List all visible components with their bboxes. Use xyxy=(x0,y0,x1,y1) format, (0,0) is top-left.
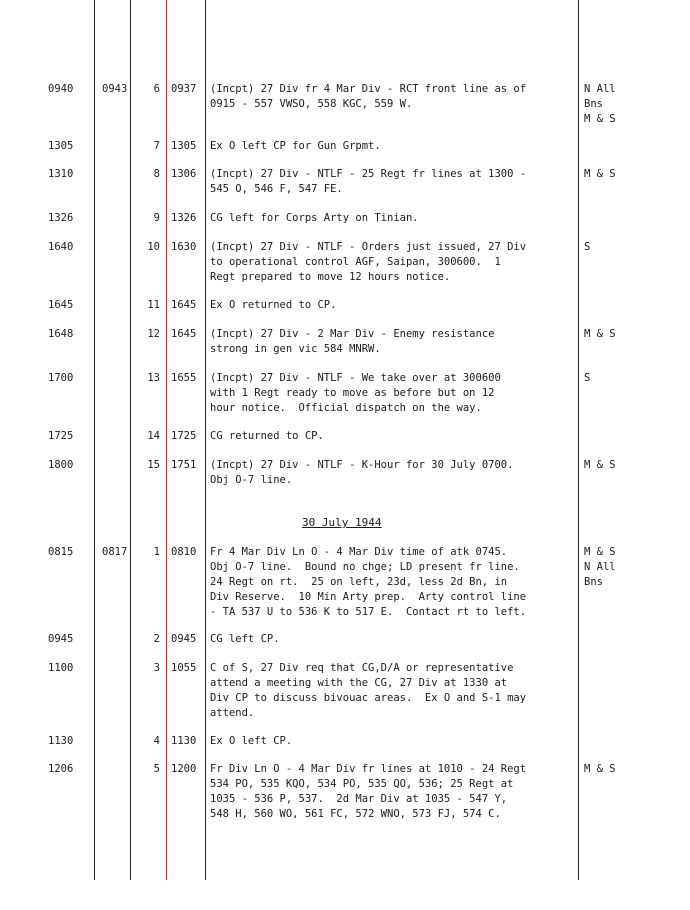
entry-time-in: 1305 xyxy=(48,140,74,152)
entry-time-in: 1700 xyxy=(48,372,74,384)
entry-time-in: 1100 xyxy=(48,662,74,674)
entry-message-time: 1645 xyxy=(171,328,197,340)
entry-serial: 13 xyxy=(147,372,160,384)
entry-time-in: 0815 xyxy=(48,546,74,558)
entry-text: (Incpt) 27 Div - NTLF - K-Hour for 30 July 0700. Obj O-7 line. xyxy=(210,459,514,486)
entry-text: C of S, 27 Div req that CG,D/A or representative attend a meeting with the CG, 27 Div at 1330 at Div CP to discuss bivouac areas. Ex O and S-1 may attend. xyxy=(210,662,527,719)
entry-text: Fr Div Ln O - 4 Mar Div fr lines at 1010 - 24 Regt 534 PO, 535 KQO, 534 PO, 535 QO, 536; 25 Regt at 1035 - 536 P, 537. 2d Mar Div at 1035 - 547 Y, 548 H, 560 WO, 561 FC, 572 WNO, 573 FJ, 574 C. xyxy=(210,763,527,820)
entry-time-in: 1800 xyxy=(48,459,74,471)
entry-time-in: 1326 xyxy=(48,212,74,224)
entry-message-time: 1305 xyxy=(171,140,197,152)
date-heading: 30 July 1944 xyxy=(302,516,382,529)
entry-text: CG left CP. xyxy=(210,633,280,645)
entry-time-out: 0943 xyxy=(102,83,128,95)
entry-distribution: S xyxy=(584,241,591,253)
entry-text: Fr 4 Mar Div Ln O - 4 Mar Div time of atk 0745. Obj O-7 line. Bound no chge; LD present fr line. 24 Regt on rt. 25 on left, 23d, less 2d Bn, in Div Reserve. 10 Min Arty prep. Arty control line - TA 537 U to 536 K to 517 E. Contact rt to left. xyxy=(210,546,527,618)
entry-text: Ex O left CP. xyxy=(210,735,293,747)
entry-serial: 2 xyxy=(153,633,160,645)
entry-serial: 8 xyxy=(153,168,160,180)
entry-distribution: M & S xyxy=(584,328,616,340)
entry-serial: 6 xyxy=(153,83,160,95)
entry-serial: 4 xyxy=(153,735,160,747)
entry-serial: 15 xyxy=(147,459,160,471)
column-rule-time-out xyxy=(94,0,95,880)
column-rule-message-time xyxy=(166,0,167,880)
entry-message-time: 1055 xyxy=(171,662,197,674)
entry-time-out: 0817 xyxy=(102,546,128,558)
entry-message-time: 1630 xyxy=(171,241,197,253)
entry-message-time: 1200 xyxy=(171,763,197,775)
entry-serial: 7 xyxy=(153,140,160,152)
entry-message-time: 1645 xyxy=(171,299,197,311)
entry-text: (Incpt) 27 Div fr 4 Mar Div - RCT front line as of 0915 - 557 VWSO, 558 KGC, 559 W. xyxy=(210,83,527,110)
entry-serial: 9 xyxy=(153,212,160,224)
entry-serial: 1 xyxy=(153,546,160,558)
entry-distribution: M & S xyxy=(584,763,616,775)
entry-time-in: 1310 xyxy=(48,168,74,180)
entry-serial: 14 xyxy=(147,430,160,442)
entry-text: CG returned to CP. xyxy=(210,430,324,442)
entry-distribution: N All Bns M & S xyxy=(584,83,616,125)
entry-message-time: 0810 xyxy=(171,546,197,558)
entry-text: CG left for Corps Arty on Tinian. xyxy=(210,212,419,224)
entry-text: Ex O returned to CP. xyxy=(210,299,337,311)
entry-serial: 5 xyxy=(153,763,160,775)
entry-message-time: 1130 xyxy=(171,735,197,747)
entry-message-time: 1725 xyxy=(171,430,197,442)
entry-time-in: 1130 xyxy=(48,735,74,747)
entry-text: (Incpt) 27 Div - NTLF - 25 Regt fr lines at 1300 - 545 O, 546 F, 547 FE. xyxy=(210,168,527,195)
entry-serial: 12 xyxy=(147,328,160,340)
entry-message-time: 1751 xyxy=(171,459,197,471)
entry-distribution: M & S xyxy=(584,168,616,180)
entry-time-in: 0945 xyxy=(48,633,74,645)
entry-message-time: 0937 xyxy=(171,83,197,95)
entry-text: Ex O left CP for Gun Grpmt. xyxy=(210,140,381,152)
entry-distribution: M & S xyxy=(584,459,616,471)
entry-serial: 11 xyxy=(147,299,160,311)
entry-message-time: 1655 xyxy=(171,372,197,384)
entry-text: (Incpt) 27 Div - NTLF - Orders just issued, 27 Div to operational control AGF, Saipan, 300600. 1 Regt prepared to move 12 hours notice. xyxy=(210,241,527,283)
entry-serial: 3 xyxy=(153,662,160,674)
entry-text: (Incpt) 27 Div - 2 Mar Div - Enemy resistance strong in gen vic 584 MNRW. xyxy=(210,328,495,355)
entry-distribution: S xyxy=(584,372,591,384)
entry-time-in: 0940 xyxy=(48,83,74,95)
entry-text: (Incpt) 27 Div - NTLF - We take over at 300600 with 1 Regt ready to move as before but on 12 hour notice. Official dispatch on the way. xyxy=(210,372,501,414)
entry-serial: 10 xyxy=(147,241,160,253)
entry-time-in: 1648 xyxy=(48,328,74,340)
entry-message-time: 1306 xyxy=(171,168,197,180)
entry-time-in: 1725 xyxy=(48,430,74,442)
entry-message-time: 0945 xyxy=(171,633,197,645)
entry-time-in: 1645 xyxy=(48,299,74,311)
entry-message-time: 1326 xyxy=(171,212,197,224)
entry-time-in: 1206 xyxy=(48,763,74,775)
entry-distribution: M & S N All Bns xyxy=(584,546,616,588)
entry-time-in: 1640 xyxy=(48,241,74,253)
